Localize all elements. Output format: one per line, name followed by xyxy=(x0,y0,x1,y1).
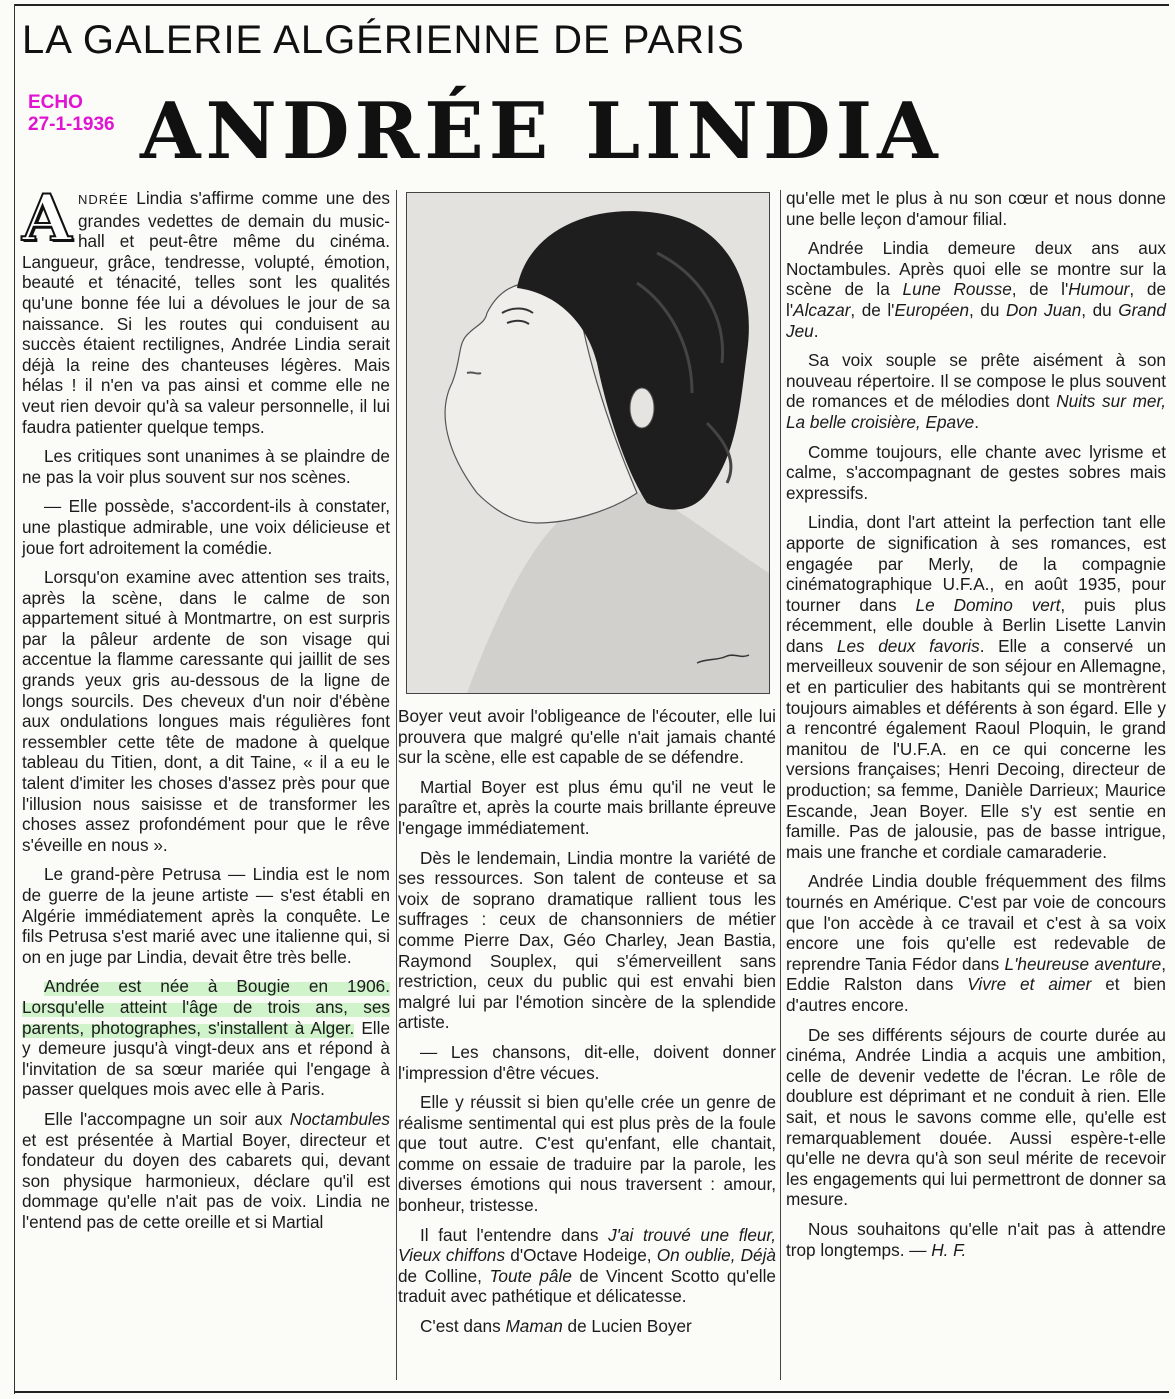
paragraph xyxy=(398,1316,776,1337)
italic-title: Grand Jeu xyxy=(786,299,1166,341)
paragraph-text: . Elle a conservé un merveilleux souvenir de son séjour en Allemagne, et en particulier des habitants qui se montrèrent toujours aimables et déférents à son égard. Elle y a rencontré également Raoul Ploquin, le grand manitou de l'U.F.A. en ce qui concerne les versions françaises; Henri Decoing, directeur de production; sa femme, Danièle Darrieux; Maurice Escande, Jean Boyer. Elle s'y est sentie en famille. Pas de jalousie, pas de basse intrigue, mais une franche et cordiale camaraderie. xyxy=(786,635,1167,862)
highlighted-passage: Andrée est née à Bougie en 1906. Lorsqu'elle atteint l'âge de trois ans, ses parents, photographes, s'installent à Alger. xyxy=(22,976,390,1038)
paragraph: Martial Boyer est plus ému qu'il ne veut le paraître et, après la courte mais brillante épreuve l'engage immédiatement. xyxy=(398,776,776,838)
paragraph-text: , du xyxy=(969,299,1006,320)
paragraph-text: , Eddie Ralston dans xyxy=(786,953,1166,995)
paragraph: Dès le lendemain, Lindia montre la variété de ses ressources. Son talent de conteuse et sa voix de soprano dramatique rallient tous les suffrages : ceux de chansonniers de métier comme Pierre Dax, Géo Charley, Jean Bastia, Raymond Souplex, qui s'émerveillent sans restriction, ceux du public qui est envahi bien malgré lui par l'émotion sincère de la splendide artiste. xyxy=(398,847,776,1033)
article-column-3 xyxy=(786,188,1166,1269)
paragraph-text: et est présentée à Martial Boyer, directeur et fondateur du doyen des cabarets qui, devant son physique harmonieux, déclare qu'il est dommage qu'elle n'ait pas de voix. Lindia ne l'entend pas de cette oreille et si Martial xyxy=(22,1129,390,1232)
paragraph: Les critiques sont unanimes à se plaindre de ne pas la voir plus souvent sur nos scènes. xyxy=(22,446,390,487)
paragraph-text: , du xyxy=(1081,299,1119,320)
paragraph-text: d'Octave Hodeige, xyxy=(505,1245,657,1266)
italic-title: Alcazar xyxy=(793,299,851,320)
italic-title: Le Domino vert xyxy=(915,594,1061,615)
top-rule xyxy=(14,4,1169,6)
paragraph-text: Sa voix souple se prête aisément à son nouveau répertoire. Il se compose le plus souvent de romances et de mélodies dont xyxy=(786,350,1166,412)
column-divider-2 xyxy=(780,190,781,1380)
lead-smallcaps: NDRÉE xyxy=(78,192,129,207)
italic-title: L'heureuse aventure xyxy=(1004,953,1162,974)
stamp-source: ECHO xyxy=(28,92,83,113)
paragraph xyxy=(398,1225,776,1307)
paragraph-text: Elle l'accompagne un soir aux xyxy=(44,1108,290,1129)
paragraph-text: Andrée Lindia demeure deux ans aux Noctambules. Après quoi elle se montre sur la scène de la xyxy=(786,238,1166,300)
italic-title: Humour xyxy=(1068,279,1130,300)
paragraph-text: , puis plus récemment, elle double à Berlin Lisette Lanvin dans xyxy=(786,594,1167,656)
paragraph: Le grand-père Petrusa — Lindia est le nom de guerre de la jeune artiste — s'est établi en Algérie immédiatement après la conquête. Le fils Petrusa s'est marié avec une italienne qui, si on en juge par Lindia, devait être très belle. xyxy=(22,864,390,967)
italic-title: Lune Rousse xyxy=(902,279,1012,300)
paragraph-lead xyxy=(22,181,390,437)
paragraph-text: Lindia, dont l'art atteint la perfection tant elle apporte de signification à ses romances, est engagée par Merly, de la compagnie cinématographique U.F.A., en août 1935, pour tourner dans xyxy=(786,512,1166,615)
italic-title: Toute pâle xyxy=(489,1265,572,1286)
italic-title: Don Juan xyxy=(1005,299,1082,320)
paragraph-text: . xyxy=(813,320,819,341)
article-column-2 xyxy=(398,706,776,1346)
paragraph-text: , de l' xyxy=(850,299,895,320)
paragraph-text: Lindia s'affirme comme une des grandes vedettes de demain du music-hall et peut-être même du cinéma. Langueur, grâce, tendresse, volupté, émotion, beauté et ténacité, telles sont les qualités qu'une bonne fée lui a dévolues le jour de sa naissance. Si les routes qui conduisent au succès étaient rectilignes, Andrée Lindia serait déjà la reine des chanteuses légères. Mais hélas ! il n'en va pas ainsi et comme elle ne veut rien devoir qu'à sa valeur personnelle, il lui faudra patienter quelque temps. xyxy=(22,188,390,437)
left-margin-rule xyxy=(14,4,15,1394)
paragraph: Boyer veut avoir l'obligeance de l'écouter, elle lui prouvera que malgré qu'elle n'ait jamais chanté sur la scène, elle est capable de se défendre. xyxy=(398,706,776,768)
author-initials: H. F. xyxy=(931,1239,967,1260)
italic-title: Européen xyxy=(894,299,970,320)
paragraph xyxy=(22,1109,390,1233)
paragraph-text: Nous souhaitons qu'elle n'ait pas à attendre trop longtemps. — xyxy=(786,1218,1166,1260)
paragraph xyxy=(786,512,1166,862)
italic-title: Vivre et aimer xyxy=(967,974,1092,995)
paragraph-text: Il faut l'entendre dans xyxy=(420,1224,609,1245)
article-column-1 xyxy=(22,181,391,1242)
paragraph: De ses différents séjours de courte durée au cinéma, Andrée Lindia a acquis une ambition, celle de devenir vedette de l'écran. Le rôle de doublure est déprimant et ne conduit à rien. Elle sait, et nous le savons comme elle, qu'elle est remarquablement douée. Aussi espère-t-elle qu'elle ne devra qu'à son seul mérite de recevoir les engagements qui lui permettront de donner sa mesure. xyxy=(786,1024,1166,1210)
paragraph xyxy=(786,350,1166,432)
paragraph-text: . xyxy=(974,411,979,432)
paragraph xyxy=(786,871,1166,1015)
italic-title: Noctambules xyxy=(289,1108,390,1129)
italic-title: Maman xyxy=(505,1316,563,1337)
paragraph: — Les chansons, dit-elle, doivent donner l'impression d'être vécues. xyxy=(398,1041,776,1083)
paragraph: qu'elle met le plus à nu son cœur et nous donne une belle leçon d'amour filial. xyxy=(786,188,1166,229)
paragraph-text: Elle y demeure jusqu'à vingt-deux ans et répond à l'invitation de sa sœur mariée qui l'engage à passer quelques mois avec elle à Paris. xyxy=(22,1017,391,1100)
paragraph-text: , de l' xyxy=(786,279,1167,320)
paragraph-text: de Colline, xyxy=(398,1265,490,1286)
paragraph-text: de Lucien Boyer xyxy=(562,1316,692,1337)
paragraph-signoff xyxy=(786,1219,1166,1260)
paragraph-text: de Vincent Scotto qu'elle traduit avec pathétique et délicatesse. xyxy=(398,1265,776,1307)
italic-title: Nuits sur mer, La belle croisière, Epave xyxy=(786,391,1166,432)
paragraph-text: et bien d'autres encore. xyxy=(786,974,1166,1015)
stamp-date: 27-1-1936 xyxy=(28,114,115,135)
column-divider-1 xyxy=(396,190,397,1380)
drop-cap: A xyxy=(22,181,72,256)
paragraph: Comme toujours, elle chante avec lyrisme et calme, s'accompagnant de gestes sobres mais expressifs. xyxy=(786,441,1166,503)
paragraph-text: C'est dans xyxy=(420,1316,506,1337)
article-headline: ANDRÉE LINDIA xyxy=(140,86,943,177)
paragraph xyxy=(786,238,1166,341)
paragraph: Lorsqu'on examine avec attention ses traits, après la scène, dans le calme de son appartement situé à Montmartre, on est surpris par la pâleur ardente de son visage qui accentue la flamme caressante qui jaillit de ses grands yeux gris au-dessous de la ligne de longs sourcils. Des cheveux d'un noir d'ébène aux ondulations longues mais régulières font ressembler cette tête de madone à quelque tableau du Titien, dont, a dit Taine, « il a eu le talent d'imiter les choses d'assez près pour que l'illusion nous saisisse et de transformer les choses assez profondément pour que le rêve s'éveille en nous ». xyxy=(22,567,390,855)
paragraph xyxy=(22,976,390,1100)
paragraph: — Elle possède, s'accordent-ils à constater, une plastique admirable, une voix délicieuse et joue fort adroitement la comédie. xyxy=(22,496,390,558)
paragraph-text: , de l' xyxy=(1011,279,1069,300)
paragraph: Elle y réussit si bien qu'elle crée un genre de réalisme sentimental qui est plus près de la foule que tout autre. C'est qu'enfant, elle chantait, comme on essaie de traduire par la parole, les diverses émotions qui nous traversent : amour, bonheur, tristesse. xyxy=(398,1092,776,1216)
portrait-photo-icon xyxy=(407,193,769,693)
italic-title: J'ai trouvé une fleur, Vieux chiffons xyxy=(398,1224,776,1266)
italic-title: On oublie, Déjà xyxy=(656,1245,776,1266)
portrait-photo xyxy=(406,192,770,694)
section-kicker: LA GALERIE ALGÉRIENNE DE PARIS xyxy=(22,18,745,62)
source-stamp xyxy=(28,92,115,136)
italic-title: Les deux favoris xyxy=(836,635,980,656)
bottom-rule xyxy=(14,1391,1169,1393)
paragraph-text: Andrée Lindia double fréquemment des films tournés en Amérique. C'est par voie de concours que l'on accède à ce travail et c'est à sa voix encore une fois qu'elle est redevable de reprendre Tania Fédor dans xyxy=(786,871,1166,974)
